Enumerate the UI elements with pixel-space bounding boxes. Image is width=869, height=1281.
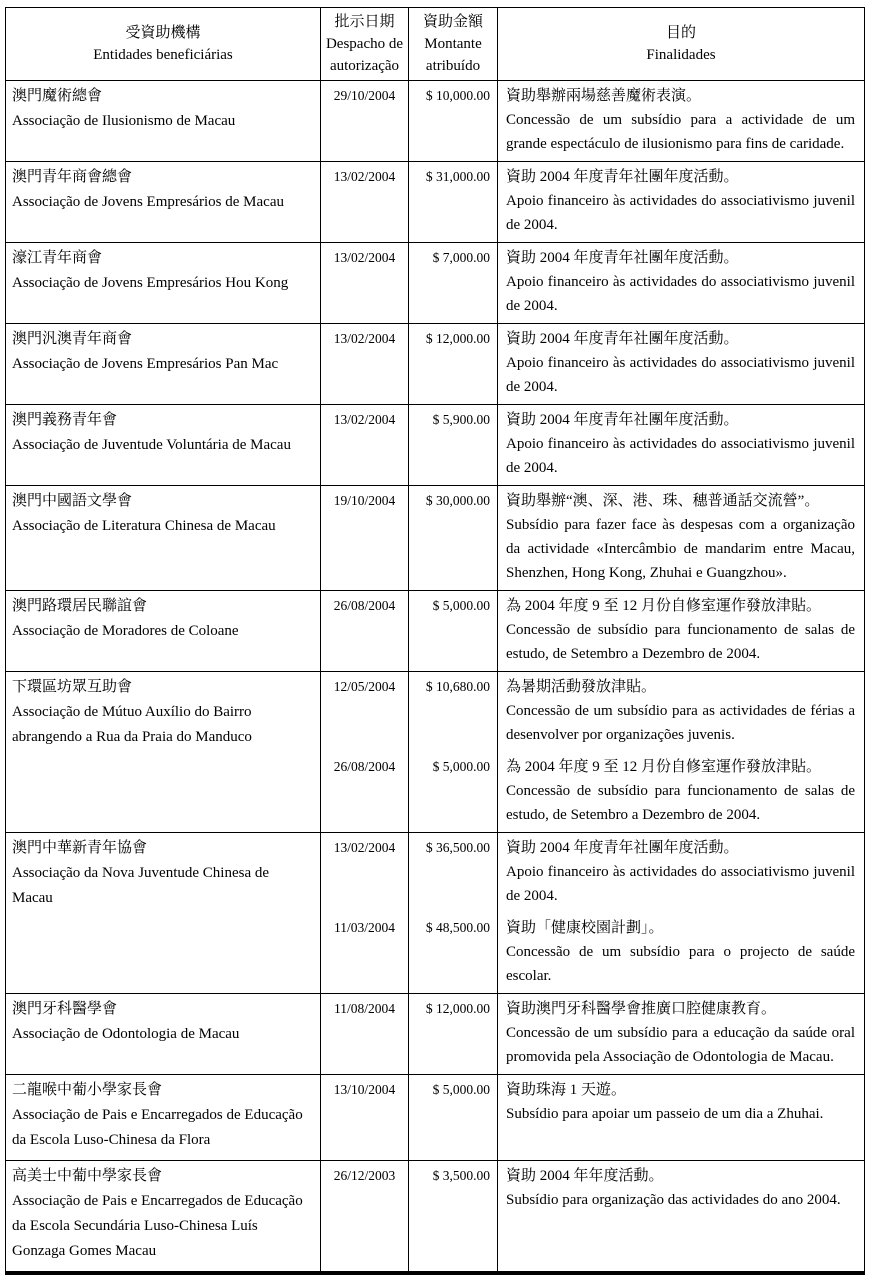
header-date [321,8,409,80]
header-amount-pt-line1: Montante [424,36,482,52]
purpose-cell [498,486,864,590]
entity-name-zh: 高美士中葡中學家長會 [12,1168,163,1184]
subsidy-entry [321,672,864,752]
purpose-pt: Concessão de subsídio para funcionamento de salas de estudo, de Setembro a Dezembro de 2004. [506,783,855,823]
purpose-cell [498,833,864,913]
entity-name-pt: Associação de Ilusionismo de Macau [12,113,236,129]
purpose-cell [498,81,864,161]
subsidy-table [5,7,865,1275]
subsidy-entry [321,752,864,832]
purpose-pt: Concessão de um subsídio para o projecto de saúde escolar. [506,944,855,984]
purpose-pt: Concessão de um subsídio para as actividades de férias a desenvolver por organizações juvenis. [506,703,855,743]
authorization-date: 11/03/2004 [321,913,409,993]
amount-value: $ 36,500.00 [409,833,498,913]
table-row [6,1160,864,1271]
subsidy-entry [321,243,864,323]
header-entity [6,8,321,80]
entries [321,243,864,323]
entries [321,405,864,485]
entity-cell [6,243,321,323]
purpose-cell [498,1161,864,1271]
purpose-pt: Apoio financeiro às actividades do associativismo juvenil de 2004. [506,355,855,395]
purpose-zh: 資助 2004 年度青年社團年度活動。 [506,250,739,266]
entity-name-pt: Associação de Literatura Chinesa de Macau [12,518,276,534]
entity-name-pt: Associação da Nova Juventude Chinesa de Macau [12,865,270,906]
purpose-cell [498,162,864,242]
purpose-zh: 資助 2004 年年度活動。 [506,1168,664,1184]
entries [321,1075,864,1160]
entity-name-pt: Associação de Pais e Encarregados de Educação da Escola Secundária Luso-Chinesa Luís Gonzaga Gomes Macau [12,1193,303,1259]
subsidy-entry [321,913,864,993]
header-amount [409,8,498,80]
entity-name-zh: 澳門中國語文學會 [12,493,133,509]
entries [321,833,864,993]
subsidy-entry [321,994,864,1074]
header-entity-pt: Entidades beneficiárias [93,47,233,63]
purpose-cell [498,752,864,832]
authorization-date: 13/02/2004 [321,162,409,242]
entity-name-zh: 澳門義務青年會 [12,412,118,428]
authorization-date: 29/10/2004 [321,81,409,161]
entity-name-zh: 澳門魔術總會 [12,88,103,104]
amount-value: $ 3,500.00 [409,1161,498,1271]
entity-name-pt: Associação de Juventude Voluntária de Macau [12,437,291,453]
purpose-zh: 資助 2004 年度青年社團年度活動。 [506,331,739,347]
purpose-pt: Subsídio para apoiar um passeio de um dia a Zhuhai. [506,1106,824,1122]
table-row [6,993,864,1074]
purpose-zh: 資助 2004 年度青年社團年度活動。 [506,840,739,856]
amount-value: $ 10,000.00 [409,81,498,161]
entity-name-zh: 澳門路環居民聯誼會 [12,598,148,614]
amount-value: $ 48,500.00 [409,913,498,993]
amount-value: $ 5,000.00 [409,591,498,671]
authorization-date: 26/08/2004 [321,752,409,832]
purpose-zh: 資助「健康校園計劃」。 [506,920,664,936]
entity-name-pt: Associação de Jovens Empresários Hou Kong [12,275,289,291]
table-row [6,242,864,323]
purpose-cell [498,913,864,993]
subsidy-entry [321,1161,864,1271]
entity-cell [6,405,321,485]
entity-name-zh: 濠江青年商會 [12,250,103,266]
purpose-zh: 資助舉辦“澳、深、港、珠、穗普通話交流營”。 [506,493,820,509]
purpose-pt: Subsídio para organização das actividades do ano 2004. [506,1192,841,1208]
purpose-zh: 為 2004 年度 9 至 12 月份自修室運作發放津貼。 [506,598,822,614]
purpose-zh: 資助 2004 年度青年社團年度活動。 [506,169,739,185]
purpose-pt: Apoio financeiro às actividades do associativismo juvenil de 2004. [506,193,855,233]
authorization-date: 26/08/2004 [321,591,409,671]
purpose-zh: 資助 2004 年度青年社團年度活動。 [506,412,739,428]
purpose-zh: 為 2004 年度 9 至 12 月份自修室運作發放津貼。 [506,759,822,775]
entity-name-pt: Associação de Moradores de Coloane [12,623,239,639]
entity-name-pt: Associação de Jovens Empresários de Macau [12,194,284,210]
amount-value: $ 12,000.00 [409,994,498,1074]
entity-cell [6,162,321,242]
header-date-pt-line2: autorização [329,58,400,74]
entity-name-pt: Associação de Jovens Empresários Pan Mac [12,356,279,372]
authorization-date: 19/10/2004 [321,486,409,590]
amount-value: $ 31,000.00 [409,162,498,242]
header-amount-pt-line2: atribuído [425,58,481,74]
entity-name-zh: 澳門青年商會總會 [12,169,133,185]
purpose-zh: 資助珠海 1 天遊。 [506,1082,627,1098]
authorization-date: 26/12/2003 [321,1161,409,1271]
entity-name-pt: Associação de Odontologia de Macau [12,1026,240,1042]
entity-cell [6,1161,321,1271]
purpose-zh: 資助澳門牙科醫學會推廣口腔健康教育。 [506,1001,777,1017]
table-row [6,485,864,590]
table-row [6,671,864,832]
purpose-pt: Concessão de um subsídio para a educação da saúde oral promovida pela Associação de Odontologia de Macau. [506,1025,855,1065]
entity-cell [6,81,321,161]
subsidy-entry [321,162,864,242]
amount-value: $ 5,000.00 [409,752,498,832]
entity-name-zh: 澳門汎澳青年商會 [12,331,133,347]
table-row [6,323,864,404]
purpose-cell [498,324,864,404]
authorization-date: 13/02/2004 [321,405,409,485]
entity-cell [6,324,321,404]
subsidy-entry [321,81,864,161]
header-date-zh: 批示日期 [334,14,395,30]
authorization-date: 13/02/2004 [321,833,409,913]
table-row [6,161,864,242]
entity-cell [6,672,321,832]
entity-cell [6,591,321,671]
purpose-pt: Concessão de subsídio para funcionamento de salas de estudo, de Setembro a Dezembro de 2004. [506,622,855,662]
purpose-cell [498,243,864,323]
entries [321,672,864,832]
entity-name-zh: 下環區坊眾互助會 [12,679,133,695]
purpose-pt: Concessão de um subsídio para a actividade de um grande espectáculo de ilusionismo para fins de caridade. [506,112,855,152]
purpose-cell [498,1075,864,1160]
table-body [6,80,864,1271]
purpose-pt: Apoio financeiro às actividades do associativismo juvenil de 2004. [506,864,855,904]
entity-name-pt: Associação de Mútuo Auxílio do Bairro abrangendo a Rua da Praia do Manduco [12,704,252,745]
table-row [6,1074,864,1160]
header-purpose-zh: 目的 [665,25,696,41]
subsidy-entry [321,1075,864,1160]
entries [321,994,864,1074]
table-row [6,404,864,485]
header-entity-zh: 受資助機構 [125,25,201,41]
header-date-pt-line1: Despacho de [325,36,404,52]
amount-value: $ 5,900.00 [409,405,498,485]
authorization-date: 11/08/2004 [321,994,409,1074]
entries [321,1161,864,1271]
purpose-zh: 資助舉辦兩場慈善魔術表演。 [506,88,702,104]
entity-cell [6,994,321,1074]
purpose-cell [498,405,864,485]
purpose-cell [498,591,864,671]
subsidy-entry [321,324,864,404]
subsidy-entry [321,486,864,590]
authorization-date: 13/02/2004 [321,324,409,404]
amount-value: $ 12,000.00 [409,324,498,404]
header-purpose [498,8,864,80]
purpose-cell [498,672,864,752]
entity-name-zh: 澳門中華新青年協會 [12,840,148,856]
purpose-zh: 為暑期活動發放津貼。 [506,679,657,695]
subsidy-entry [321,833,864,913]
amount-value: $ 10,680.00 [409,672,498,752]
purpose-pt: Subsídio para fazer face às despesas com a organização da actividade «Intercâmbio de mandarim entre Macau, Shenzhen, Hong Kong, Zhuhai e Guangzhou». [506,517,855,581]
entity-name-pt: Associação de Pais e Encarregados de Educação da Escola Luso-Chinesa da Flora [12,1107,303,1148]
purpose-cell [498,994,864,1074]
subsidy-entry [321,591,864,671]
amount-value: $ 7,000.00 [409,243,498,323]
entries [321,81,864,161]
entries [321,591,864,671]
subsidy-entry [321,405,864,485]
purpose-pt: Apoio financeiro às actividades do associativismo juvenil de 2004. [506,436,855,476]
entries [321,162,864,242]
authorization-date: 12/05/2004 [321,672,409,752]
header-amount-zh: 資助金額 [422,14,483,30]
entity-cell [6,486,321,590]
authorization-date: 13/10/2004 [321,1075,409,1160]
entity-cell [6,1075,321,1160]
purpose-pt: Apoio financeiro às actividades do associativismo juvenil de 2004. [506,274,855,314]
table-header [6,8,864,80]
header-purpose-pt: Finalidades [646,47,716,63]
amount-value: $ 5,000.00 [409,1075,498,1160]
amount-value: $ 30,000.00 [409,486,498,590]
entity-name-zh: 澳門牙科醫學會 [12,1001,118,1017]
entries [321,324,864,404]
entity-name-zh: 二龍喉中葡小學家長會 [12,1082,163,1098]
table-row [6,590,864,671]
entity-cell [6,833,321,993]
table-row [6,832,864,993]
authorization-date: 13/02/2004 [321,243,409,323]
entries [321,486,864,590]
table-row [6,80,864,161]
